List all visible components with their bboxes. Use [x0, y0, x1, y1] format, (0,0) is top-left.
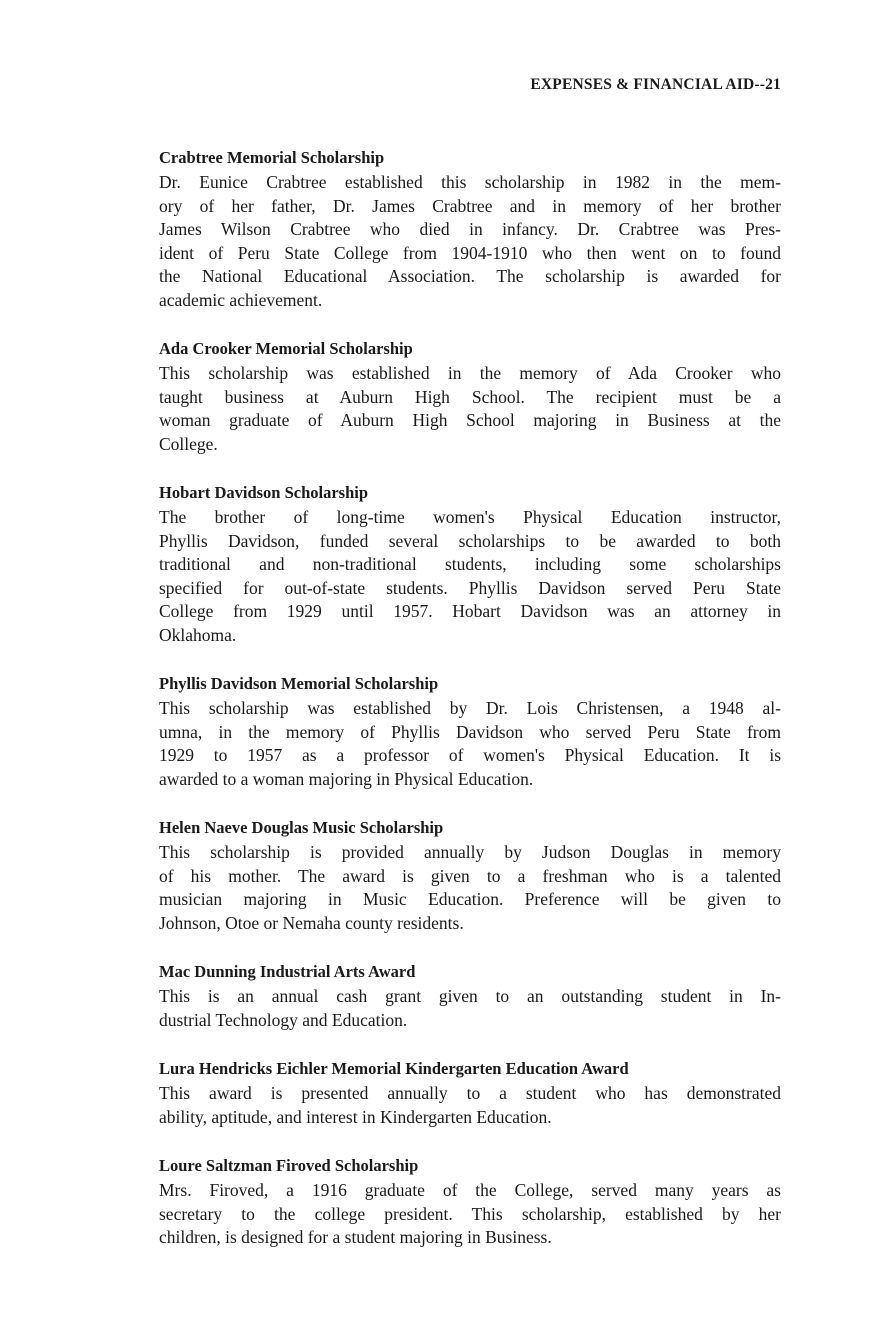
- scholarship-title: Loure Saltzman Firoved Scholarship: [159, 1156, 419, 1175]
- description-line: ory of her father, Dr. James Crabtree and in memory of her brother: [159, 195, 781, 216]
- scholarship-description: [159, 171, 781, 312]
- scholarship-entry: [159, 961, 781, 1032]
- scholarship-title: Hobart Davidson Scholarship: [159, 483, 369, 502]
- scholarship-title: Lura Hendricks Eichler Memorial Kindergarten Education Award: [159, 1059, 629, 1078]
- scholarship-description: [159, 985, 781, 1032]
- description-line: dustrial Technology and Education.: [159, 1009, 408, 1030]
- scholarship-description: [159, 1082, 781, 1129]
- scholarship-entry: [159, 1058, 781, 1129]
- description-line: ability, aptitude, and interest in Kindergarten Education.: [159, 1106, 552, 1127]
- description-line: Mrs. Firoved, a 1916 graduate of the College, served many years as: [159, 1180, 781, 1200]
- description-line: umna, in the memory of Phyllis Davidson who served Peru State from: [159, 721, 781, 742]
- description-line: ident of Peru State College from 1904-1910 who then went on to found: [159, 242, 781, 263]
- scholarship-title: Mac Dunning Industrial Arts Award: [159, 962, 416, 981]
- description-line: woman graduate of Auburn High School majoring in Business at the: [159, 410, 781, 430]
- description-line: This scholarship is provided annually by Judson Douglas in memory: [159, 842, 781, 862]
- description-line: academic achievement.: [159, 289, 323, 310]
- description-line: musician majoring in Music Education. Preference will be given to: [159, 889, 781, 909]
- scholarship-entry: [159, 482, 781, 647]
- scholarship-description: [159, 506, 781, 647]
- description-line: children, is designed for a student majoring in Business.: [159, 1227, 552, 1247]
- description-line: This award is presented annually to a student who has demonstrated: [159, 1083, 781, 1103]
- description-line: specified for out-of-state students. Phyllis Davidson served Peru State: [159, 577, 781, 598]
- description-line: traditional and non-traditional students, including some scholarships: [159, 554, 781, 574]
- scholarship-description: [159, 362, 781, 456]
- description-line: of his mother. The award is given to a freshman who is a talented: [159, 865, 781, 886]
- description-line: awarded to a woman majoring in Physical Education.: [159, 768, 534, 789]
- description-line: the National Educational Association. The scholarship is awarded for: [159, 266, 781, 286]
- scholarship-title: Phyllis Davidson Memorial Scholarship: [159, 674, 439, 693]
- scholarship-list: [159, 147, 781, 1276]
- scholarship-title: Helen Naeve Douglas Music Scholarship: [159, 818, 444, 837]
- scholarship-entry: [159, 1155, 781, 1250]
- description-line: Phyllis Davidson, funded several scholarships to be awarded to both: [159, 530, 781, 551]
- description-line: secretary to the college president. This scholarship, established by her: [159, 1203, 781, 1224]
- scholarship-description: [159, 841, 781, 935]
- scholarship-description: [159, 1179, 781, 1250]
- scholarship-title: Crabtree Memorial Scholarship: [159, 148, 385, 167]
- scholarship-entry: [159, 338, 781, 456]
- scholarship-entry: [159, 673, 781, 791]
- scholarship-entry: [159, 817, 781, 935]
- description-line: Oklahoma.: [159, 624, 237, 645]
- running-head: EXPENSES & FINANCIAL AID--21: [530, 76, 781, 93]
- scholarship-entry: [159, 147, 781, 312]
- description-line: 1929 to 1957 as a professor of women's Physical Education. It is: [159, 745, 781, 765]
- description-line: Dr. Eunice Crabtree established this scholarship in 1982 in the mem-: [159, 172, 781, 192]
- description-line: James Wilson Crabtree who died in infancy. Dr. Crabtree was Pres-: [159, 219, 781, 239]
- description-line: College from 1929 until 1957. Hobart Davidson was an attorney in: [159, 601, 781, 621]
- description-line: The brother of long-time women's Physical Education instructor,: [159, 507, 781, 527]
- description-line: This scholarship was established in the memory of Ada Crooker who: [159, 363, 781, 383]
- scholarship-title: Ada Crooker Memorial Scholarship: [159, 339, 413, 358]
- description-line: Johnson, Otoe or Nemaha county residents.: [159, 912, 464, 933]
- description-line: College.: [159, 433, 218, 454]
- description-line: This is an annual cash grant given to an outstanding student in In-: [159, 986, 781, 1006]
- description-line: taught business at Auburn High School. The recipient must be a: [159, 386, 781, 407]
- description-line: This scholarship was established by Dr. Lois Christensen, a 1948 al-: [159, 698, 781, 718]
- scholarship-description: [159, 697, 781, 791]
